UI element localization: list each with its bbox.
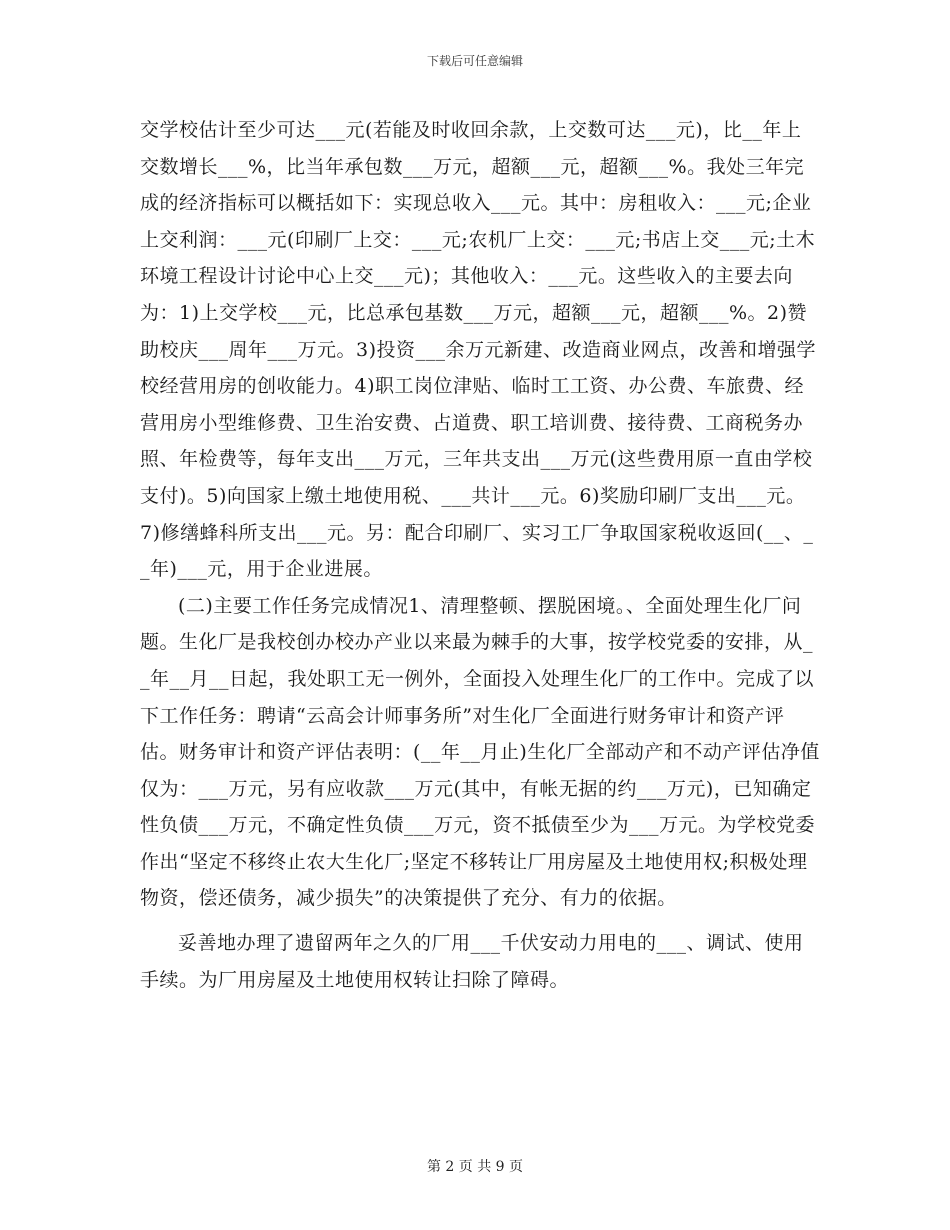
page-number-footer: 第 2 页 共 9 页: [426, 1159, 524, 1175]
document-body: [140, 112, 820, 998]
paragraph-economic-indicators: 交学校估计至少可达___元(若能及时收回余款，上交数可达___元)，比__年上交数增长___%，比当年承包数___万元，超额___元，超额___%。我处三年完成的经济指标可以概括如下：实现总收入___元。其中：房租收入：___元;企业上交利润：___元(印刷厂上交：___元;农机厂上交：___元;书店上交___元;土木环境工程设计讨论中心上交___元)；其他收入：___元。这些收入的主要去向为：1)上交学校___元，比总承包基数___万元，超额___元，超额___%。2)赞助校庆___周年___万元。3)投资___余万元新建、改造商业网点，改善和增强学校经营用房的创收能力。4)职工岗位津贴、临时工工资、办公费、车旅费、经营用房小型维修费、卫生治安费、占道费、职工培训费、接待费、工商税务办照、年检费等，每年支出___万元，三年共支出___万元(这些费用原一直由学校支付)。5)向国家上缴土地使用税、___共计___元。6)奖励印刷厂支出___元。7)修缮蜂科所支出___元。另：配合印刷厂、实习工厂争取国家税收返回(__、__年)___元，用于企业进展。: [140, 119, 817, 581]
paragraph-main-tasks: (二)主要工作任务完成情况1、清理整顿、摆脱困境。、全面处理生化厂问题。生化厂是我校创办校办产业以来最为棘手的大事，按学校党委的安排，从__年__月__日起，我处职工无一例外，全面投入处理生化厂的工作中。完成了以下工作任务：聘请“云高会计师事务所”对生化厂全面进行财务审计和资产评估。财务审计和资产评估表明：(__年__月止)生化厂全部动产和不动产评估净值仅为：___万元，另有应收款___万元(其中，有帐无据的约___万元)，已知确定性负债___万元，不确定性负债___万元，资不抵债至少为___万元。为学校党委作出“坚定不移终止农大生化厂;坚定不移转让厂用房屋及土地使用权;积极处理物资，偿还债务，减少损失”的决策提供了充分、有力的依据。: [140, 594, 820, 910]
page-header-note: 下载后可任意编辑: [426, 54, 523, 68]
paragraph-power-procedures: 妥善地办理了遗留两年之久的厂用___千伏安动力用电的___、调试、使用手续。为厂用房屋及土地使用权转让扫除了障碍。: [140, 932, 804, 991]
